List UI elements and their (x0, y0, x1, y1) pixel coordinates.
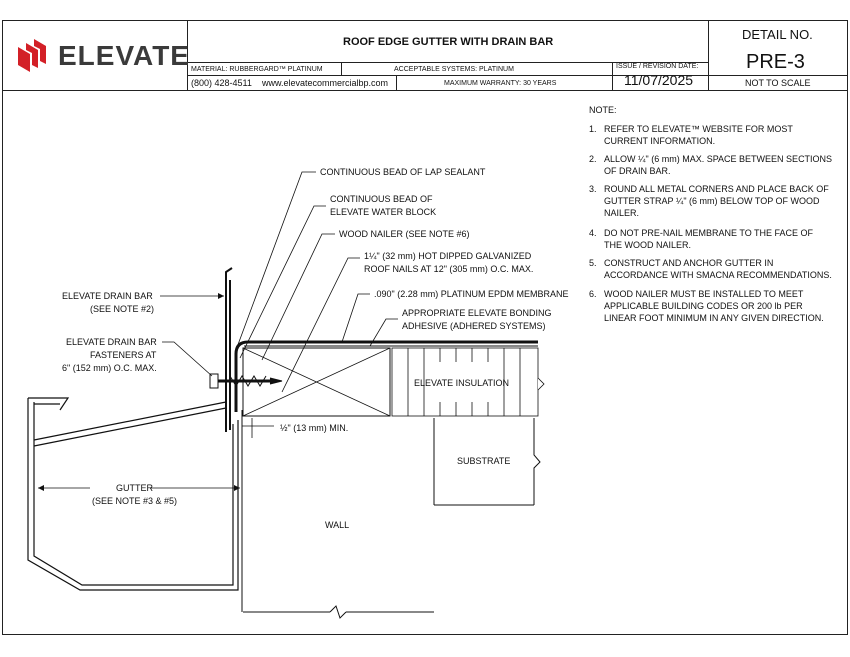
adhesive-label: APPROPRIATE ELEVATE BONDING (402, 308, 552, 318)
notes-heading: NOTE: (589, 105, 617, 115)
note-line: DO NOT PRE-NAIL MEMBRANE TO THE FACE OF (604, 228, 814, 238)
wood-nailer-label: WOOD NAILER (SEE NOTE #6) (339, 229, 470, 239)
note-line: NAILER. (604, 208, 640, 218)
warranty-text: MAXIMUM WARRANTY: 30 YEARS (444, 80, 557, 87)
note-line: THE WOOD NAILER. (604, 240, 692, 250)
brand-name: ELEVATE (58, 40, 190, 71)
note-number: 5. (589, 258, 597, 268)
drain-bar-label: ELEVATE DRAIN BAR (62, 291, 153, 301)
water-block-label: CONTINUOUS BEAD OF (330, 194, 433, 204)
detail-number: PRE-3 (746, 51, 805, 73)
issue-label: ISSUE / REVISION DATE: (616, 63, 699, 70)
drawing-title: ROOF EDGE GUTTER WITH DRAIN BAR (343, 36, 554, 48)
lap-sealant-label: CONTINUOUS BEAD OF LAP SEALANT (320, 167, 486, 177)
drain-bar-label: (SEE NOTE #2) (90, 304, 155, 314)
phone-text: (800) 428-4511 (191, 78, 252, 88)
note-line: REFER TO ELEVATE™ WEBSITE FOR MOST (604, 124, 793, 134)
note-line: OF DRAIN BAR. (604, 166, 671, 176)
issue-date: 11/07/2025 (624, 72, 694, 88)
half-inch-label: ½" (13 mm) MIN. (280, 423, 349, 433)
note-line: CURRENT INFORMATION. (604, 136, 716, 146)
substrate-label: SUBSTRATE (457, 456, 511, 466)
note-line: CONSTRUCT AND ANCHOR GUTTER IN (604, 258, 774, 268)
scale-text: NOT TO SCALE (745, 78, 811, 88)
systems-text: ACCEPTABLE SYSTEMS: PLATINUM (394, 66, 514, 73)
insulation-label: ELEVATE INSULATION (414, 378, 510, 388)
callout-leaders (38, 172, 398, 488)
detail-label: DETAIL NO. (742, 27, 813, 42)
gutter-shape (28, 398, 238, 590)
wall-label: WALL (325, 520, 350, 530)
note-line: ACCORDANCE WITH SMACNA RECOMMENDATIONS. (604, 270, 832, 280)
wall-outline (242, 410, 434, 618)
note-number: 4. (589, 228, 597, 238)
note-number: 6. (589, 289, 597, 299)
note-line: GUTTER STRAP ¼" (6 mm) BELOW TOP OF WOOD (604, 196, 820, 206)
material-text: MATERIAL: RUBBERGARD™ PLATINUM (191, 66, 323, 73)
note-line: APPLICABLE BUILDING CODES OR 200 lb PER (604, 301, 803, 311)
gutter-label: GUTTER (116, 483, 153, 493)
water-block-label: ELEVATE WATER BLOCK (330, 207, 437, 217)
fasteners-label: ELEVATE DRAIN BAR (66, 337, 157, 347)
half-inch-dimension (242, 416, 274, 438)
website-link[interactable]: www.elevatecommercialbp.com (262, 78, 389, 88)
note-number: 2. (589, 154, 597, 164)
roof-nails-label: ROOF NAILS AT 12" (305 mm) O.C. MAX. (364, 264, 534, 274)
note-line: ALLOW ¼" (6 mm) MAX. SPACE BETWEEN SECTIONS (604, 154, 833, 164)
fasteners-label: FASTENERS AT (90, 350, 157, 360)
note-line: WOOD NAILER MUST BE INSTALLED TO MEET (604, 289, 804, 299)
adhesive-label: ADHESIVE (ADHERED SYSTEMS) (402, 321, 546, 331)
fasteners-label: 6" (152 mm) O.C. MAX. (62, 363, 157, 373)
membrane-label: .090" (2.28 mm) PLATINUM EPDM MEMBRANE (374, 289, 569, 299)
gutter-label: (SEE NOTE #3 & #5) (92, 496, 178, 506)
note-line: LINEAR FOOT MINIMUM IN ANY GIVEN DIRECTION. (604, 313, 824, 323)
note-number: 3. (589, 184, 597, 194)
note-number: 1. (589, 124, 597, 134)
drain-bar-shape (226, 268, 232, 432)
roof-nails-label: 1¼" (32 mm) HOT DIPPED GALVANIZED (364, 251, 532, 261)
note-line: ROUND ALL METAL CORNERS AND PLACE BACK OF (604, 184, 829, 194)
